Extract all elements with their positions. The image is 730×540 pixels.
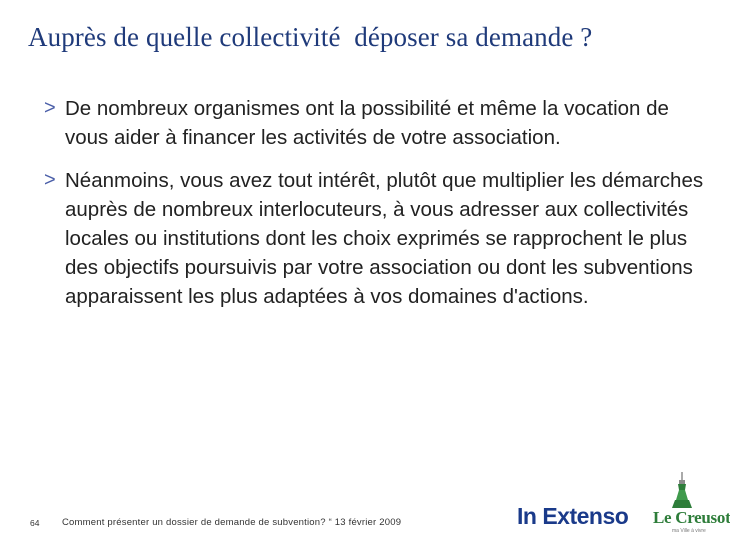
- bullet-marker-icon: >: [44, 169, 56, 191]
- page-number: 64: [30, 518, 40, 528]
- le-creusot-logo: Le Creusot: [653, 508, 730, 527]
- bullet-marker-icon: >: [44, 97, 56, 119]
- in-extenso-logo: In Extenso: [517, 503, 629, 529]
- le-creusot-tagline: ma Ville à vivre: [672, 528, 706, 534]
- footer-text: Comment présenter un dossier de demande de subvention? “ 13 février 2009: [62, 517, 402, 528]
- bullet-list: [44, 94, 704, 325]
- bullet-item: [44, 94, 704, 152]
- bullet-text: Néanmoins, vous avez tout intérêt, plutôt que multiplier les démarches auprès de nombreux interlocuteurs, à vous adresser aux collectivités locales ou institutions dont les choix exprimés se rapprochent le plus des objectifs poursuivis par votre association ou dont les subventions apparaissent les plus adaptées à vos domaines d'actions.: [65, 169, 704, 308]
- bullet-item: [44, 166, 704, 311]
- slide-title: Auprès de quelle collectivité déposer sa demande ?: [28, 22, 593, 52]
- bullet-text: De nombreux organismes ont la possibilité et même la vocation de vous aider à financer les activités de votre association.: [65, 97, 669, 149]
